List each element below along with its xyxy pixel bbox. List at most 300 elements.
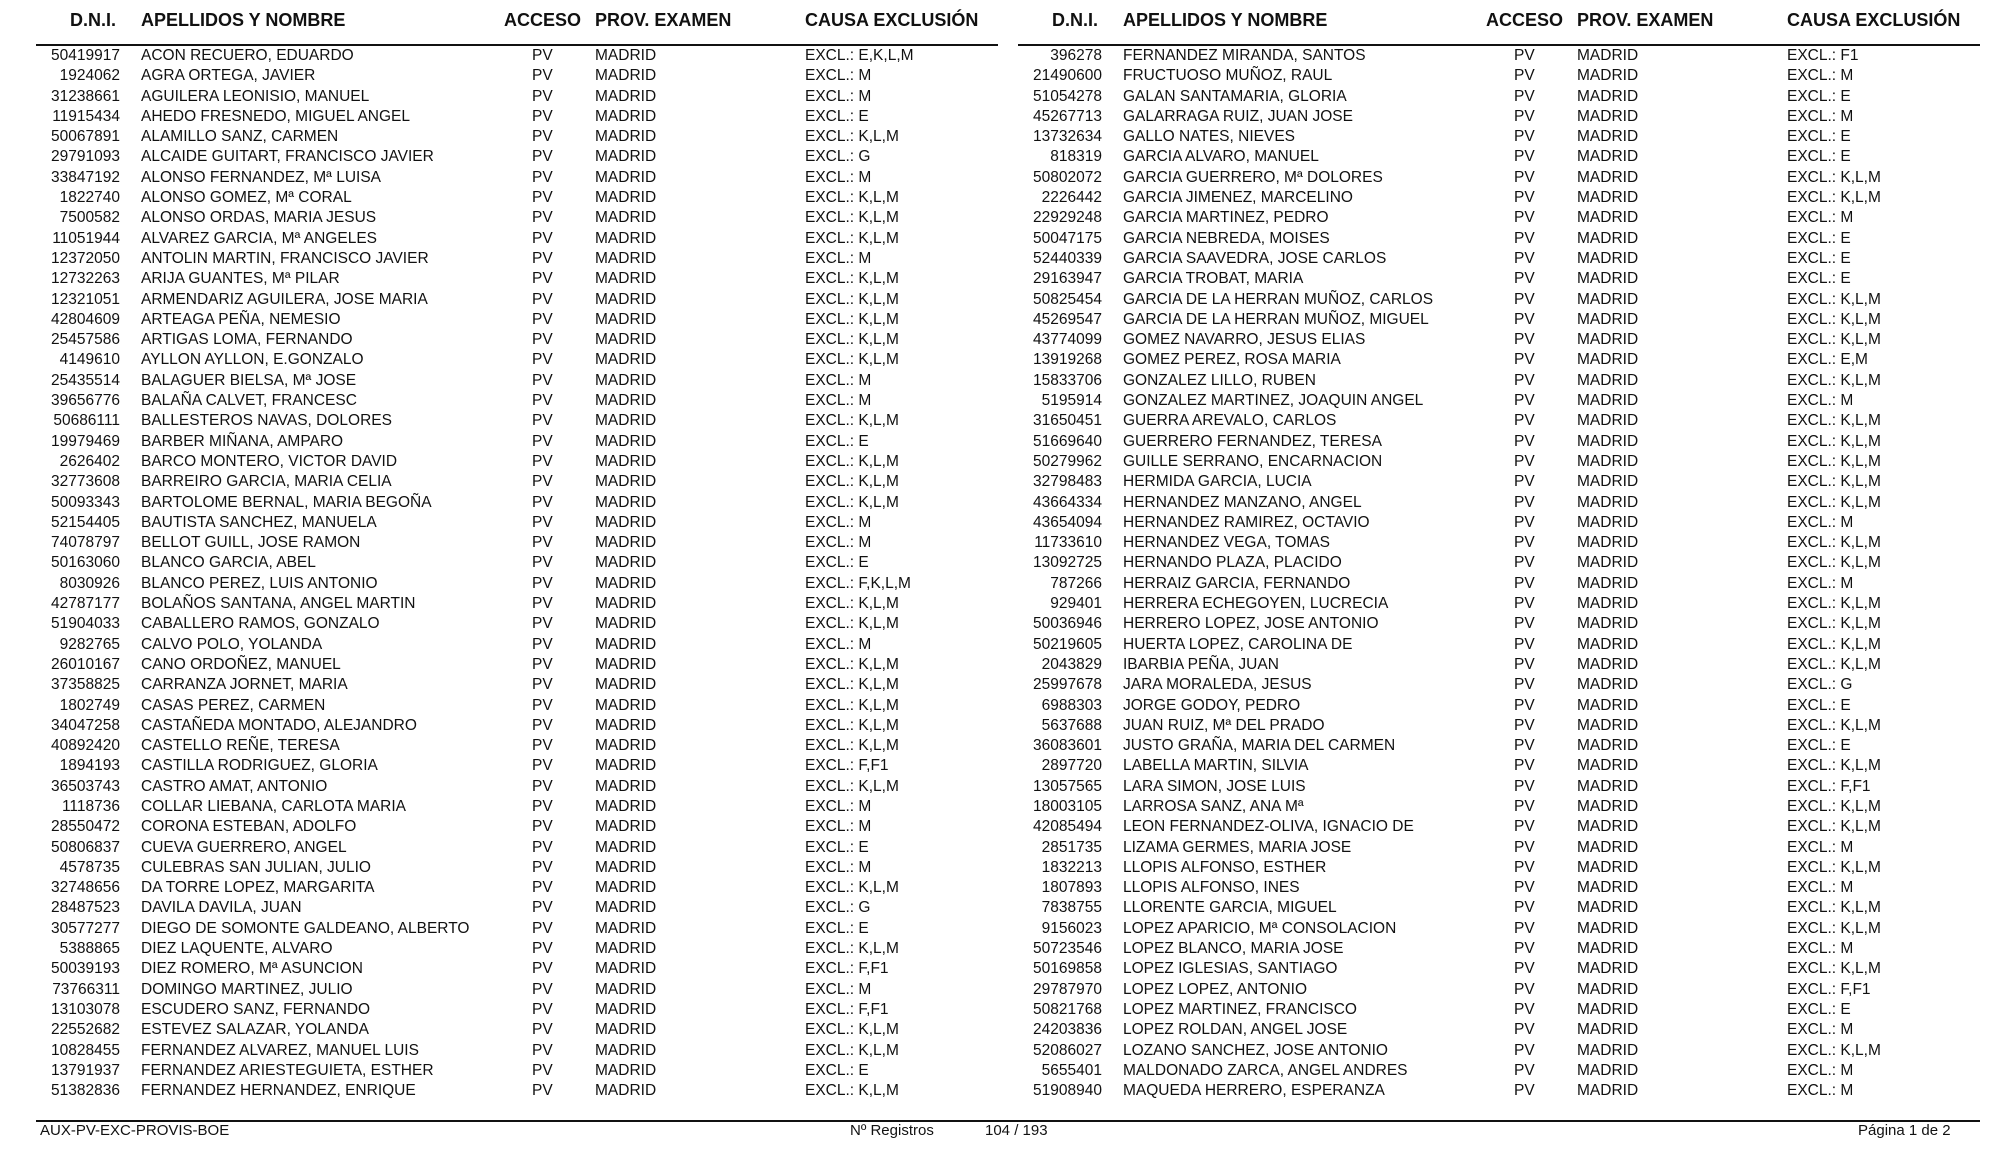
- table-row: [1018, 898, 1978, 918]
- dni-cell: 32748656: [51, 879, 120, 897]
- dni-cell: 36083601: [1033, 737, 1102, 755]
- causa-cell: EXCL.: E: [805, 432, 869, 450]
- prov-cell: MADRID: [1577, 67, 1639, 85]
- acceso-cell: PV: [532, 128, 553, 146]
- prov-cell: MADRID: [595, 168, 657, 186]
- dni-cell: 19979469: [51, 432, 120, 450]
- acceso-cell: PV: [532, 473, 553, 491]
- prov-cell: MADRID: [1577, 899, 1639, 917]
- prov-cell: MADRID: [595, 899, 657, 917]
- acceso-cell: PV: [1514, 655, 1535, 673]
- name-cell: ANTOLIN MARTIN, FRANCISCO JAVIER: [141, 249, 429, 267]
- header-dni: D.N.I.: [70, 10, 117, 30]
- name-cell: HERRERO LOPEZ, JOSE ANTONIO: [1123, 615, 1379, 633]
- causa-cell: EXCL.: K,L,M: [805, 351, 899, 369]
- acceso-cell: PV: [532, 838, 553, 856]
- prov-cell: MADRID: [1577, 797, 1639, 815]
- name-cell: ARTEAGA PEÑA, NEMESIO: [141, 310, 341, 328]
- name-cell: CASTAÑEDA MONTADO, ALEJANDRO: [141, 716, 417, 734]
- table-row: [36, 147, 996, 167]
- causa-cell: EXCL.: K,L,M: [1787, 1041, 1881, 1059]
- causa-cell: EXCL.: M: [805, 635, 872, 653]
- causa-cell: EXCL.: M: [1787, 392, 1854, 410]
- causa-cell: EXCL.: E: [1787, 249, 1851, 267]
- dni-cell: 28550472: [51, 818, 120, 836]
- prov-cell: MADRID: [1577, 574, 1639, 592]
- name-cell: LLOPIS ALFONSO, INES: [1123, 879, 1300, 897]
- prov-cell: MADRID: [595, 87, 657, 105]
- table-row: [36, 1020, 996, 1040]
- dni-cell: 4578735: [59, 858, 120, 876]
- acceso-cell: PV: [532, 818, 553, 836]
- prov-cell: MADRID: [595, 412, 657, 430]
- causa-cell: EXCL.: E: [805, 919, 869, 937]
- name-cell: ARMENDARIZ AGUILERA, JOSE MARIA: [141, 290, 428, 308]
- prov-cell: MADRID: [1577, 1061, 1639, 1079]
- causa-cell: EXCL.: K,L,M: [1787, 310, 1881, 328]
- causa-cell: EXCL.: K,L,M: [1787, 858, 1881, 876]
- dni-cell: 51908940: [1033, 1082, 1102, 1100]
- name-cell: CARRANZA JORNET, MARIA: [141, 676, 348, 694]
- table-row: [36, 168, 996, 188]
- acceso-cell: PV: [532, 87, 553, 105]
- footer-report-code: AUX-PV-EXC-PROVIS-BOE: [40, 1122, 230, 1139]
- causa-cell: EXCL.: K,L,M: [805, 676, 899, 694]
- acceso-cell: PV: [1514, 777, 1535, 795]
- name-cell: HERMIDA GARCIA, LUCIA: [1123, 473, 1312, 491]
- name-cell: BALAGUER BIELSA, Mª JOSE: [141, 371, 357, 389]
- causa-cell: EXCL.: K,L,M: [805, 493, 899, 511]
- table-row: [1018, 411, 1978, 431]
- prov-cell: MADRID: [1577, 209, 1639, 227]
- prov-cell: MADRID: [1577, 716, 1639, 734]
- table-row: [36, 716, 996, 736]
- causa-cell: EXCL.: G: [1787, 676, 1853, 694]
- acceso-cell: PV: [532, 757, 553, 775]
- acceso-cell: PV: [532, 47, 553, 64]
- name-cell: BALAÑA CALVET, FRANCESC: [141, 392, 357, 410]
- prov-cell: MADRID: [1577, 554, 1639, 572]
- causa-cell: EXCL.: K,L,M: [1787, 554, 1881, 572]
- dni-cell: 7500582: [59, 209, 120, 227]
- causa-cell: EXCL.: K,L,M: [805, 655, 899, 673]
- table-row: [1018, 939, 1978, 959]
- name-cell: HERNANDO PLAZA, PLACIDO: [1123, 554, 1342, 572]
- name-cell: AGUILERA LEONISIO, MANUEL: [141, 87, 370, 105]
- prov-cell: MADRID: [1577, 595, 1639, 613]
- causa-cell: EXCL.: K,L,M: [805, 1021, 899, 1039]
- prov-cell: MADRID: [1577, 757, 1639, 775]
- table-row: [1018, 655, 1978, 675]
- acceso-cell: PV: [1514, 148, 1535, 166]
- name-cell: HERRERA ECHEGOYEN, LUCRECIA: [1123, 595, 1389, 613]
- prov-cell: MADRID: [1577, 980, 1639, 998]
- causa-cell: EXCL.: M: [1787, 1061, 1854, 1079]
- table-row: [1018, 1061, 1978, 1081]
- causa-cell: EXCL.: M: [1787, 940, 1854, 958]
- causa-cell: EXCL.: E: [805, 554, 869, 572]
- acceso-cell: PV: [1514, 534, 1535, 552]
- acceso-cell: PV: [1514, 249, 1535, 267]
- dni-cell: 2043829: [1041, 655, 1102, 673]
- name-cell: GOMEZ NAVARRO, JESUS ELIAS: [1123, 331, 1366, 349]
- prov-cell: MADRID: [1577, 1082, 1639, 1100]
- causa-cell: EXCL.: K,L,M: [805, 1082, 899, 1100]
- causa-cell: EXCL.: K,L,M: [805, 128, 899, 146]
- prov-cell: MADRID: [595, 574, 657, 592]
- acceso-cell: PV: [532, 797, 553, 815]
- prov-cell: MADRID: [595, 432, 657, 450]
- prov-cell: MADRID: [1577, 351, 1639, 369]
- dni-cell: 13919268: [1033, 351, 1102, 369]
- causa-cell: EXCL.: M: [805, 168, 872, 186]
- prov-cell: MADRID: [595, 980, 657, 998]
- header-acceso: ACCESO: [1486, 10, 1564, 30]
- acceso-cell: PV: [532, 777, 553, 795]
- table-row: [36, 980, 996, 1000]
- dni-cell: 13092725: [1033, 554, 1102, 572]
- dni-cell: 1118736: [61, 797, 120, 815]
- prov-cell: MADRID: [1577, 655, 1639, 673]
- table-row: [36, 1000, 996, 1020]
- table-row: [1018, 797, 1978, 817]
- causa-cell: EXCL.: K,L,M: [1787, 473, 1881, 491]
- prov-cell: MADRID: [595, 310, 657, 328]
- prov-cell: MADRID: [595, 960, 657, 978]
- dni-cell: 45269547: [1033, 310, 1102, 328]
- table-row: [36, 919, 996, 939]
- causa-cell: EXCL.: K,L,M: [805, 270, 899, 288]
- name-cell: GONZALEZ LILLO, RUBEN: [1123, 371, 1316, 389]
- acceso-cell: PV: [532, 493, 553, 511]
- name-cell: HERNANDEZ VEGA, TOMAS: [1123, 534, 1330, 552]
- header-name: APELLIDOS Y NOMBRE: [1123, 10, 1328, 30]
- acceso-cell: PV: [532, 432, 553, 450]
- name-cell: LOPEZ BLANCO, MARIA JOSE: [1123, 940, 1344, 958]
- acceso-cell: PV: [1514, 290, 1535, 308]
- dni-cell: 396278: [1050, 47, 1102, 64]
- acceso-cell: PV: [532, 392, 553, 410]
- causa-cell: EXCL.: F,F1: [1787, 980, 1871, 998]
- table-row: [36, 513, 996, 533]
- header-prov: PROV. EXAMEN: [595, 10, 732, 30]
- header-causa: CAUSA EXCLUSIÓN: [1787, 10, 1961, 30]
- acceso-cell: PV: [1514, 919, 1535, 937]
- prov-cell: MADRID: [1577, 229, 1639, 247]
- table-row: [36, 391, 996, 411]
- acceso-cell: PV: [532, 696, 553, 714]
- table-row: [1018, 1020, 1978, 1040]
- dni-cell: 6988303: [1041, 696, 1102, 714]
- acceso-cell: PV: [1514, 676, 1535, 694]
- causa-cell: EXCL.: F,F1: [805, 960, 889, 978]
- dni-cell: 51054278: [1033, 87, 1102, 105]
- causa-cell: EXCL.: E,K,L,M: [805, 47, 914, 64]
- causa-cell: EXCL.: F1: [1787, 47, 1859, 64]
- name-cell: GALARRAGA RUIZ, JUAN JOSE: [1123, 107, 1353, 125]
- name-cell: GARCIA JIMENEZ, MARCELINO: [1123, 189, 1353, 207]
- name-cell: ACON RECUERO, EDUARDO: [141, 47, 354, 64]
- name-cell: ESCUDERO SANZ, FERNANDO: [141, 1000, 371, 1018]
- table-row: [1018, 127, 1978, 147]
- causa-cell: EXCL.: G: [805, 899, 871, 917]
- causa-cell: EXCL.: K,L,M: [805, 595, 899, 613]
- acceso-cell: PV: [532, 107, 553, 125]
- footer-registros-label: Nº Registros: [850, 1122, 934, 1139]
- acceso-cell: PV: [532, 229, 553, 247]
- table-row: [36, 188, 996, 208]
- name-cell: DIEZ ROMERO, Mª ASUNCION: [141, 960, 363, 978]
- acceso-cell: PV: [1514, 87, 1535, 105]
- prov-cell: MADRID: [1577, 432, 1639, 450]
- prov-cell: MADRID: [595, 249, 657, 267]
- name-cell: CALVO POLO, YOLANDA: [141, 635, 323, 653]
- acceso-cell: PV: [1514, 47, 1535, 64]
- prov-cell: MADRID: [1577, 392, 1639, 410]
- prov-cell: MADRID: [1577, 513, 1639, 531]
- prov-cell: MADRID: [595, 534, 657, 552]
- causa-cell: EXCL.: E: [1787, 229, 1851, 247]
- prov-cell: MADRID: [595, 879, 657, 897]
- dni-cell: 74078797: [51, 534, 120, 552]
- causa-cell: EXCL.: K,L,M: [1787, 615, 1881, 633]
- name-cell: GARCIA MARTINEZ, PEDRO: [1123, 209, 1329, 227]
- acceso-cell: PV: [532, 270, 553, 288]
- table-row: [1018, 878, 1978, 898]
- causa-cell: EXCL.: K,L,M: [1787, 452, 1881, 470]
- table-rows: [1018, 46, 1978, 1101]
- name-cell: LOPEZ MARTINEZ, FRANCISCO: [1123, 1000, 1357, 1018]
- acceso-cell: PV: [1514, 392, 1535, 410]
- name-cell: LABELLA MARTIN, SILVIA: [1123, 757, 1309, 775]
- prov-cell: MADRID: [595, 777, 657, 795]
- prov-cell: MADRID: [595, 107, 657, 125]
- prov-cell: MADRID: [595, 919, 657, 937]
- prov-cell: MADRID: [1577, 473, 1639, 491]
- name-cell: BLANCO GARCIA, ABEL: [141, 554, 316, 572]
- dni-cell: 2851735: [1041, 838, 1102, 856]
- table-row: [1018, 147, 1978, 167]
- table-row: [36, 939, 996, 959]
- dni-cell: 15833706: [1033, 371, 1102, 389]
- prov-cell: MADRID: [1577, 270, 1639, 288]
- causa-cell: EXCL.: M: [1787, 838, 1854, 856]
- acceso-cell: PV: [532, 1041, 553, 1059]
- name-cell: DAVILA DAVILA, JUAN: [141, 899, 302, 917]
- dni-cell: 29791093: [51, 148, 120, 166]
- prov-cell: MADRID: [595, 595, 657, 613]
- name-cell: BARCO MONTERO, VICTOR DAVID: [141, 452, 398, 470]
- table-row: [36, 594, 996, 614]
- table-row: [36, 330, 996, 350]
- prov-cell: MADRID: [1577, 128, 1639, 146]
- causa-cell: EXCL.: K,L,M: [1787, 493, 1881, 511]
- name-cell: GUILLE SERRANO, ENCARNACION: [1123, 452, 1383, 470]
- table-row: [36, 777, 996, 797]
- name-cell: LOPEZ LOPEZ, ANTONIO: [1123, 980, 1308, 998]
- acceso-cell: PV: [532, 554, 553, 572]
- acceso-cell: PV: [1514, 189, 1535, 207]
- acceso-cell: PV: [1514, 574, 1535, 592]
- name-cell: LOPEZ IGLESIAS, SANTIAGO: [1123, 960, 1338, 978]
- causa-cell: EXCL.: K,L,M: [1787, 290, 1881, 308]
- prov-cell: MADRID: [1577, 493, 1639, 511]
- name-cell: LEON FERNANDEZ-OLIVA, IGNACIO DE: [1123, 818, 1414, 836]
- dni-cell: 8030926: [59, 574, 120, 592]
- prov-cell: MADRID: [1577, 249, 1639, 267]
- causa-cell: EXCL.: K,L,M: [805, 696, 899, 714]
- acceso-cell: PV: [1514, 331, 1535, 349]
- table-row: [1018, 107, 1978, 127]
- causa-cell: EXCL.: K,L,M: [1787, 189, 1881, 207]
- dni-cell: 11733610: [1034, 534, 1102, 552]
- name-cell: LIZAMA GERMES, MARIA JOSE: [1123, 838, 1352, 856]
- table-row: [36, 310, 996, 330]
- prov-cell: MADRID: [595, 940, 657, 958]
- causa-cell: EXCL.: K,L,M: [805, 331, 899, 349]
- table-row: [1018, 432, 1978, 452]
- table-row: [36, 432, 996, 452]
- table-row: [1018, 188, 1978, 208]
- table-row: [36, 411, 996, 431]
- causa-cell: EXCL.: K,L,M: [805, 879, 899, 897]
- acceso-cell: PV: [532, 655, 553, 673]
- causa-cell: EXCL.: K,L,M: [805, 615, 899, 633]
- table-row: [1018, 46, 1978, 66]
- name-cell: GOMEZ PEREZ, ROSA MARIA: [1123, 351, 1341, 369]
- causa-cell: EXCL.: F,K,L,M: [805, 574, 911, 592]
- footer-page-number: Página 1 de 2: [1858, 1122, 1951, 1139]
- table-row: [36, 1081, 996, 1101]
- causa-cell: EXCL.: M: [1787, 1082, 1854, 1100]
- dni-cell: 39656776: [51, 392, 120, 410]
- dni-cell: 52154405: [51, 513, 120, 531]
- prov-cell: MADRID: [1577, 615, 1639, 633]
- prov-cell: MADRID: [1577, 858, 1639, 876]
- table-row: [1018, 553, 1978, 573]
- causa-cell: EXCL.: K,L,M: [1787, 899, 1881, 917]
- dni-cell: 12372050: [51, 249, 120, 267]
- prov-cell: MADRID: [1577, 107, 1639, 125]
- causa-cell: EXCL.: K,L,M: [1787, 655, 1881, 673]
- causa-cell: EXCL.: E: [805, 838, 869, 856]
- table-row: [1018, 1041, 1978, 1061]
- dni-cell: 25435514: [51, 371, 120, 389]
- causa-cell: EXCL.: E: [1787, 737, 1851, 755]
- prov-cell: MADRID: [595, 1021, 657, 1039]
- prov-cell: MADRID: [595, 270, 657, 288]
- table-row: [1018, 290, 1978, 310]
- acceso-cell: PV: [1514, 1082, 1535, 1100]
- name-cell: BARBER MIÑANA, AMPARO: [141, 432, 344, 450]
- name-cell: BARTOLOME BERNAL, MARIA BEGOÑA: [141, 493, 432, 511]
- name-cell: ALONSO FERNANDEZ, Mª LUISA: [141, 168, 382, 186]
- causa-cell: EXCL.: K,L,M: [1787, 168, 1881, 186]
- causa-cell: EXCL.: K,L,M: [1787, 716, 1881, 734]
- dni-cell: 21490600: [1033, 67, 1102, 85]
- causa-cell: EXCL.: K,L,M: [1787, 818, 1881, 836]
- prov-cell: MADRID: [1577, 919, 1639, 937]
- prov-cell: MADRID: [595, 1000, 657, 1018]
- name-cell: JUSTO GRAÑA, MARIA DEL CARMEN: [1123, 737, 1396, 755]
- header-dni: D.N.I.: [1052, 10, 1099, 30]
- causa-cell: EXCL.: K,L,M: [1787, 635, 1881, 653]
- name-cell: LOPEZ ROLDAN, ANGEL JOSE: [1123, 1021, 1348, 1039]
- acceso-cell: PV: [1514, 980, 1535, 998]
- dni-cell: 51904033: [51, 615, 120, 633]
- prov-cell: MADRID: [1577, 737, 1639, 755]
- acceso-cell: PV: [532, 351, 553, 369]
- causa-cell: EXCL.: K,L,M: [805, 777, 899, 795]
- dni-cell: 50163060: [51, 554, 120, 572]
- acceso-cell: PV: [1514, 879, 1535, 897]
- acceso-cell: PV: [1514, 635, 1535, 653]
- header-causa: CAUSA EXCLUSIÓN: [805, 10, 979, 30]
- name-cell: LARROSA SANZ, ANA Mª: [1123, 797, 1304, 815]
- name-cell: CANO ORDOÑEZ, MANUEL: [141, 655, 341, 673]
- name-cell: GUERRA AREVALO, CARLOS: [1123, 412, 1337, 430]
- table-row: [36, 229, 996, 249]
- causa-cell: EXCL.: K,L,M: [1787, 371, 1881, 389]
- prov-cell: MADRID: [1577, 47, 1639, 64]
- acceso-cell: PV: [1514, 412, 1535, 430]
- causa-cell: EXCL.: E: [1787, 696, 1851, 714]
- table-row: [1018, 371, 1978, 391]
- acceso-cell: PV: [532, 879, 553, 897]
- acceso-cell: PV: [532, 574, 553, 592]
- causa-cell: EXCL.: K,L,M: [1787, 412, 1881, 430]
- name-cell: IBARBIA PEÑA, JUAN: [1123, 655, 1279, 673]
- causa-cell: EXCL.: M: [1787, 1021, 1854, 1039]
- acceso-cell: PV: [532, 980, 553, 998]
- table-row: [1018, 249, 1978, 269]
- name-cell: COLLAR LIEBANA, CARLOTA MARIA: [141, 797, 407, 815]
- table-row: [1018, 208, 1978, 228]
- table-row: [1018, 980, 1978, 1000]
- dni-cell: 25457586: [51, 331, 120, 349]
- table-row: [1018, 635, 1978, 655]
- name-cell: FERNANDEZ ARIESTEGUIETA, ESTHER: [141, 1061, 434, 1079]
- causa-cell: EXCL.: M: [805, 67, 872, 85]
- prov-cell: MADRID: [1577, 168, 1639, 186]
- prov-cell: MADRID: [595, 554, 657, 572]
- table-row: [1018, 736, 1978, 756]
- acceso-cell: PV: [532, 249, 553, 267]
- table-row: [1018, 696, 1978, 716]
- acceso-cell: PV: [1514, 1061, 1535, 1079]
- name-cell: ALAMILLO SANZ, CARMEN: [141, 128, 339, 146]
- prov-cell: MADRID: [1577, 534, 1639, 552]
- causa-cell: EXCL.: E: [1787, 270, 1851, 288]
- table-row: [1018, 472, 1978, 492]
- table-row: [36, 472, 996, 492]
- name-cell: DOMINGO MARTINEZ, JULIO: [141, 980, 353, 998]
- dni-cell: 50279962: [1033, 452, 1102, 470]
- name-cell: DA TORRE LOPEZ, MARGARITA: [141, 879, 375, 897]
- acceso-cell: PV: [532, 209, 553, 227]
- dni-cell: 11915434: [52, 107, 120, 125]
- acceso-cell: PV: [532, 371, 553, 389]
- name-cell: ARIJA GUANTES, Mª PILAR: [141, 270, 340, 288]
- name-cell: GARCIA ALVARO, MANUEL: [1123, 148, 1319, 166]
- column-headers: [36, 10, 996, 32]
- acceso-cell: PV: [532, 67, 553, 85]
- prov-cell: MADRID: [1577, 777, 1639, 795]
- table-row: [36, 493, 996, 513]
- name-cell: FERNANDEZ ALVAREZ, MANUEL LUIS: [141, 1041, 419, 1059]
- acceso-cell: PV: [1514, 595, 1535, 613]
- dni-cell: 24203836: [1033, 1021, 1102, 1039]
